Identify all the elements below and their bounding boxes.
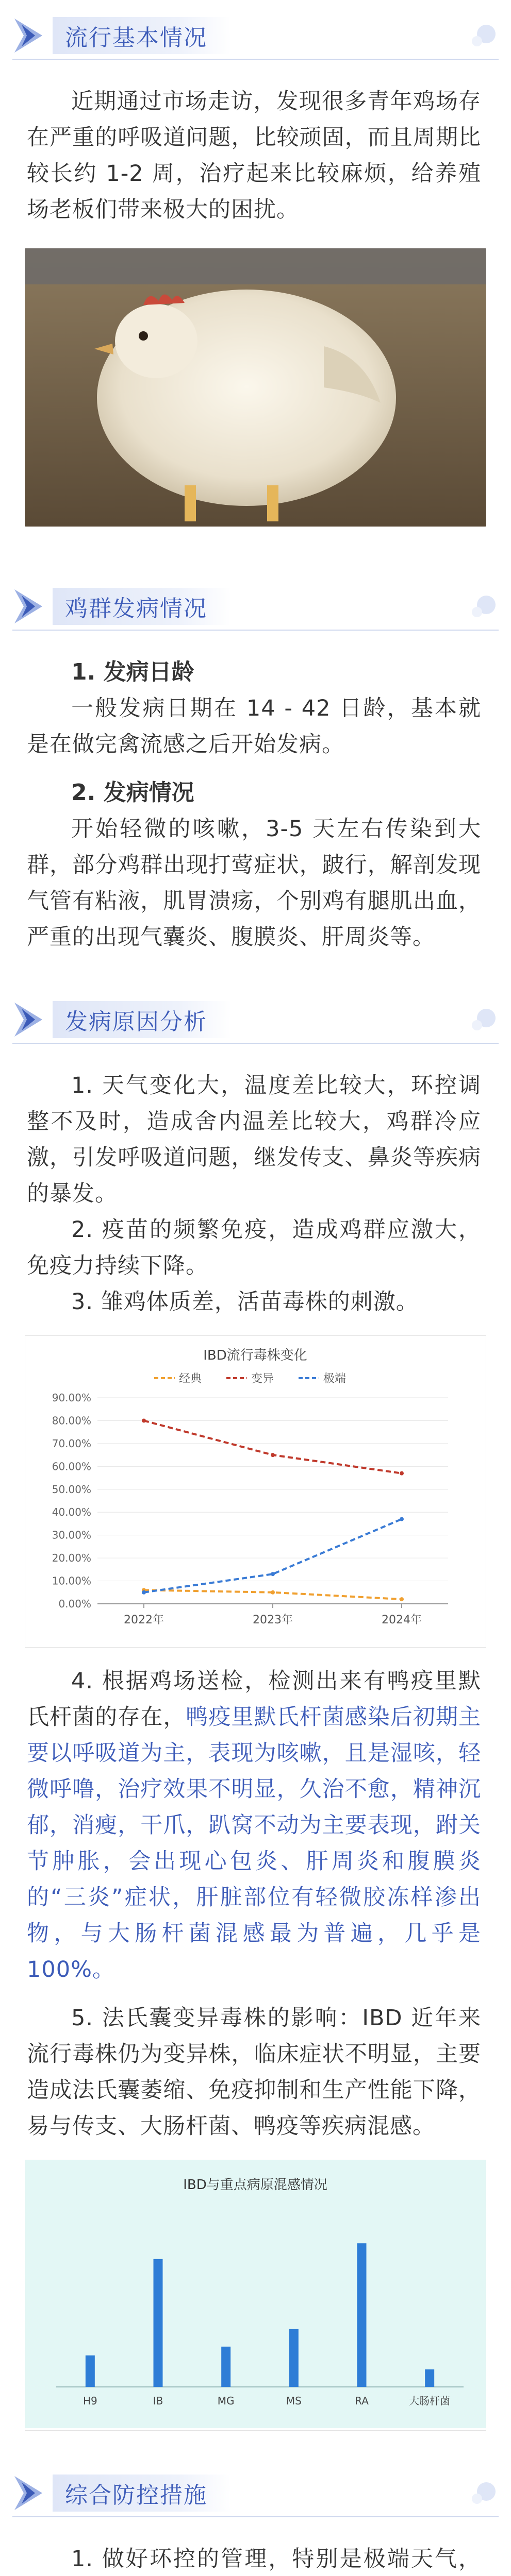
legend-label: 经典 xyxy=(179,1372,202,1385)
y-tick-label: 0.00% xyxy=(58,1598,91,1610)
data-point xyxy=(400,1597,404,1601)
x-tick-label: MG xyxy=(217,2395,235,2407)
y-tick-label: 20.00% xyxy=(52,1552,91,1565)
chicken-photo xyxy=(25,248,486,527)
line-chart xyxy=(25,1335,486,1648)
x-tick-label: 2023年 xyxy=(253,1614,293,1626)
leaf-icon xyxy=(463,590,499,623)
highlighted-text: 鸭疫里默氏杆菌感染后初期主要以呼吸道为主，表现为咳嗽，且是湿咳，轻微呼噜，治疗效果不明显，久治不愈，精神沉郁，消瘦，干爪，趴窝不动为主要表现，跗关节肿胀，会出现心包炎、肝周炎和腹膜炎的“三炎”症状，肝脏部位有轻微胶冻样渗出物，与大肠杆菌混感最为普遍，几乎是100%。 xyxy=(27,1704,482,1982)
section-title: 发病原因分析 xyxy=(53,1001,231,1038)
section-header-prevention xyxy=(12,2470,499,2517)
paragraph-lead: 4. 根据鸡场送检，检测出来有鸭疫里默氏杆菌的存在， xyxy=(27,1668,481,1730)
series-line-变异 xyxy=(144,1420,402,1473)
bar-MG xyxy=(221,2347,230,2387)
x-tick-label: 大肠杆菌 xyxy=(409,2395,451,2407)
x-tick-label: MS xyxy=(286,2395,302,2407)
chevron-icon xyxy=(12,2475,44,2511)
chevron-icon xyxy=(12,18,44,54)
bar-chart xyxy=(25,2160,486,2431)
chevron-icon xyxy=(12,588,44,624)
data-point xyxy=(271,1572,275,1576)
data-point xyxy=(142,1418,146,1422)
legend-label: 变异 xyxy=(251,1372,274,1385)
x-tick-label: H9 xyxy=(83,2395,97,2407)
paragraph: 一般发病日期在 14 - 42 日龄，基本就是在做完禽流感之后开始发病。 xyxy=(27,696,481,757)
x-tick-label: RA xyxy=(355,2395,369,2407)
paragraph xyxy=(0,1663,511,1988)
legend-label: 极端 xyxy=(323,1372,347,1385)
bar-IB xyxy=(154,2259,163,2387)
data-point xyxy=(271,1453,275,1457)
section-title: 综合防控措施 xyxy=(53,2475,231,2512)
y-tick-label: 10.00% xyxy=(52,1574,91,1587)
chart-title: IBD流行毒株变化 xyxy=(203,1348,307,1363)
x-tick-label: 2024年 xyxy=(382,1614,422,1626)
paragraph: 1. 天气变化大，温度差比较大，环控调整不及时，造成舍内温差比较大，鸡群冷应激，引发呼吸道问题，继发传支、鼻炎等疾病的暴发。 xyxy=(27,1073,481,1207)
y-tick-label: 90.00% xyxy=(52,1392,91,1404)
bar-RA xyxy=(357,2243,367,2387)
paragraph: 5. 法氏囊变异毒株的影响：IBD 近年来流行毒株仍为变异株，临床症状不明显，主要造成法氏囊萎缩、免疫抑制和生产性能下降，易与传支、大肠杆菌、鸭疫等疾病混感。 xyxy=(27,2005,481,2139)
data-point xyxy=(400,1471,404,1476)
data-point xyxy=(142,1590,146,1595)
paragraph: 2. 疫苗的频繁免疫，造成鸡群应激大，免疫力持续下降。 xyxy=(27,1217,481,1279)
bar-H9 xyxy=(86,2355,95,2387)
section-header-disease xyxy=(12,583,499,631)
bar-MS xyxy=(289,2329,299,2387)
chart-background xyxy=(25,2160,486,2428)
bar-大肠杆菌 xyxy=(425,2369,434,2387)
leaf-icon xyxy=(463,20,499,53)
y-tick-label: 40.00% xyxy=(52,1506,91,1519)
data-point xyxy=(271,1590,275,1595)
y-tick-label: 60.00% xyxy=(52,1460,91,1473)
paragraph: 1. 做好环控的管理，特别是极端天气， xyxy=(71,2546,481,2572)
section-header-cause xyxy=(12,996,499,1044)
section-title: 流行基本情况 xyxy=(53,17,231,54)
y-tick-label: 80.00% xyxy=(52,1414,91,1427)
leaf-icon xyxy=(463,1004,499,1037)
section-header-basic xyxy=(12,12,499,60)
section-title: 鸡群发病情况 xyxy=(53,588,231,625)
paragraph: 3. 雏鸡体质差，活苗毒株的刺激。 xyxy=(71,1289,419,1315)
y-tick-label: 30.00% xyxy=(52,1529,91,1541)
paragraph: 近期通过市场走访，发现很多青年鸡场存在严重的呼吸道问题，比较顽固，而且周期比较长约 1-2 周，治疗起来比较麻烦，给养殖场老板们带来极大的困扰。 xyxy=(27,89,481,223)
chart-title: IBD与重点病原混感情况 xyxy=(183,2177,327,2193)
leaf-icon xyxy=(463,2477,499,2510)
data-point xyxy=(400,1517,404,1521)
subheading: 1. 发病日龄 xyxy=(71,659,194,685)
y-tick-label: 70.00% xyxy=(52,1437,91,1450)
subheading: 2. 发病情况 xyxy=(71,779,194,806)
chevron-icon xyxy=(12,1002,44,1038)
series-line-极端 xyxy=(144,1519,402,1592)
x-tick-label: IB xyxy=(153,2395,163,2407)
x-tick-label: 2022年 xyxy=(124,1614,164,1626)
y-tick-label: 50.00% xyxy=(52,1483,91,1496)
paragraph: 开始轻微的咳嗽，3-5 天左右传染到大群，部分鸡群出现打莺症状，跛行，解剖发现气管有粘液，肌胃溃疡，个别鸡有腿肌出血，严重的出现气囊炎、腹膜炎、肝周炎等。 xyxy=(27,816,481,950)
